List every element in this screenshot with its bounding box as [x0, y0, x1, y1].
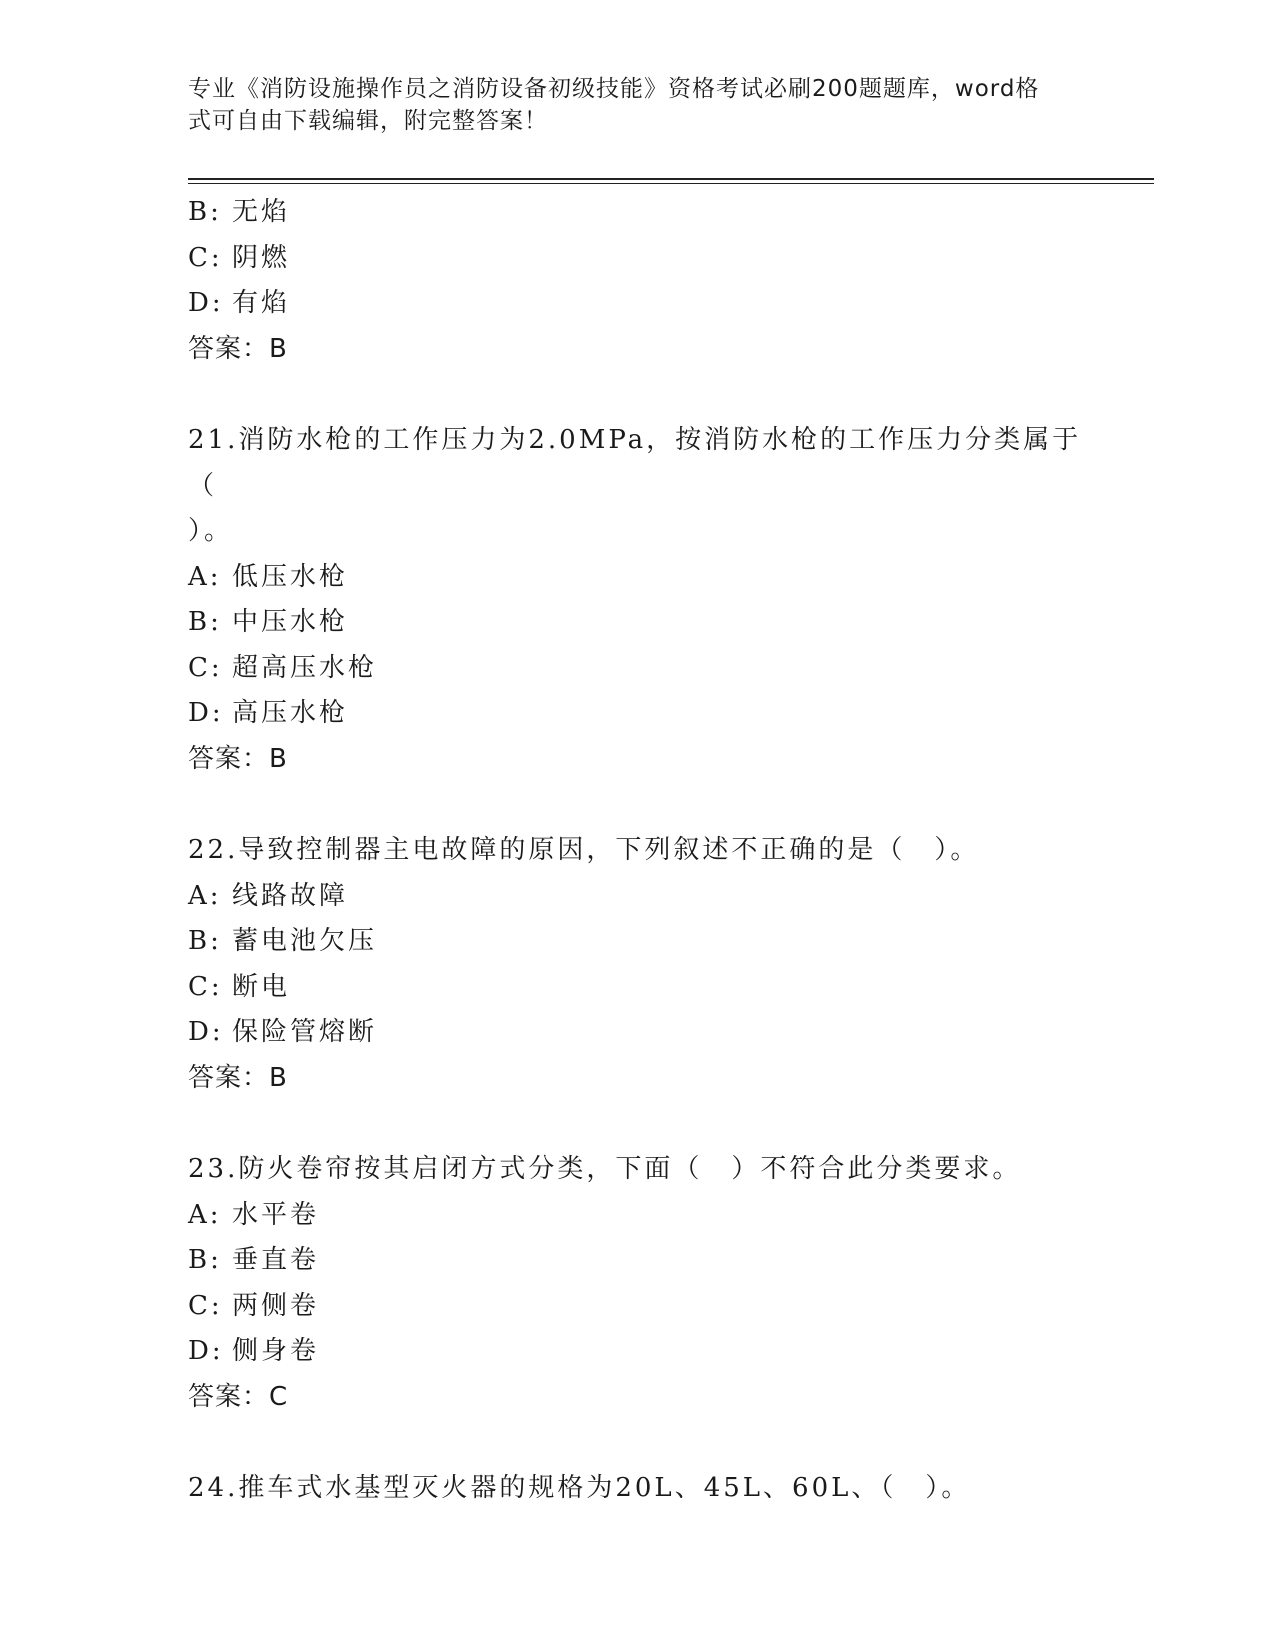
- option-text: 阴燃: [232, 242, 291, 273]
- question-stem: 22.导致控制器主电故障的原因，下列叙述不正确的是（ ）。: [188, 835, 980, 865]
- question-24: [188, 1466, 1088, 1512]
- option-label: C:: [188, 1290, 223, 1321]
- question-23: [188, 1147, 1088, 1420]
- option-b: [188, 1238, 1088, 1284]
- option-text: 中压水枪: [232, 607, 349, 637]
- question-21: [188, 418, 1088, 782]
- answer: 答案：B: [188, 1062, 288, 1093]
- answer: 答案：B: [188, 743, 288, 774]
- header-divider: [188, 178, 1154, 180]
- option-text: 低压水枪: [232, 561, 349, 592]
- option-b: [188, 919, 1088, 965]
- question-stem: 24.推车式水基型灭火器的规格为20L、45L、60L、（ ）。: [188, 1473, 971, 1503]
- option-label: D:: [188, 698, 224, 728]
- option-a: [188, 874, 1088, 920]
- question-stem: 21.消防水枪的工作压力为2.0MPa，按消防水枪的工作压力分类属于（: [188, 425, 1082, 501]
- option-d: [188, 281, 1088, 327]
- option-label: B:: [188, 926, 222, 956]
- option-d: [188, 1329, 1088, 1375]
- option-text: 水平卷: [232, 1199, 320, 1230]
- option-text: 垂直卷: [232, 1245, 320, 1275]
- option-text: 保险管熔断: [232, 1017, 378, 1047]
- option-text: 高压水枪: [232, 698, 349, 728]
- option-a: [188, 1193, 1088, 1239]
- option-label: C:: [188, 652, 223, 683]
- option-c: [188, 1284, 1088, 1330]
- option-c: [188, 965, 1088, 1011]
- option-label: A:: [188, 561, 222, 592]
- question-partial: [188, 190, 1088, 372]
- option-label: B:: [188, 607, 222, 637]
- option-d: [188, 691, 1088, 737]
- option-label: C:: [188, 971, 223, 1002]
- option-d: [188, 1010, 1088, 1056]
- option-label: D:: [188, 288, 224, 318]
- option-a: [188, 555, 1088, 601]
- option-c: [188, 646, 1088, 692]
- option-label: C:: [188, 242, 223, 273]
- header-title-line-1: 专业《消防设施操作员之消防设备初级技能》资格考试必刷200题题库，word格: [188, 76, 1040, 102]
- option-text: 断电: [232, 971, 291, 1002]
- option-text: 两侧卷: [232, 1290, 320, 1321]
- header-title-line-2: 式可自由下载编辑，附完整答案！: [188, 108, 548, 134]
- option-text: 无焰: [232, 197, 291, 227]
- question-list: [188, 190, 1088, 1512]
- question-22: [188, 828, 1088, 1101]
- option-label: D:: [188, 1336, 224, 1366]
- option-text: 超高压水枪: [232, 652, 378, 683]
- option-text: 有焰: [232, 288, 291, 318]
- option-c: [188, 236, 1088, 282]
- option-label: A:: [188, 880, 222, 911]
- option-label: D:: [188, 1017, 224, 1047]
- option-text: 蓄电池欠压: [232, 926, 378, 956]
- question-stem-continued: ）。: [188, 516, 234, 546]
- option-label: B:: [188, 197, 222, 227]
- option-text: 线路故障: [232, 880, 349, 911]
- option-b: [188, 190, 1088, 236]
- document-header: [188, 73, 1088, 137]
- answer: 答案：C: [188, 1381, 289, 1412]
- question-stem: 23.防火卷帘按其启闭方式分类，下面（ ）不符合此分类要求。: [188, 1154, 1022, 1184]
- header-divider-thin: [188, 183, 1154, 184]
- option-label: A:: [188, 1199, 222, 1230]
- option-label: B:: [188, 1245, 222, 1275]
- answer: 答案：B: [188, 333, 288, 364]
- option-text: 侧身卷: [232, 1336, 320, 1366]
- option-b: [188, 600, 1088, 646]
